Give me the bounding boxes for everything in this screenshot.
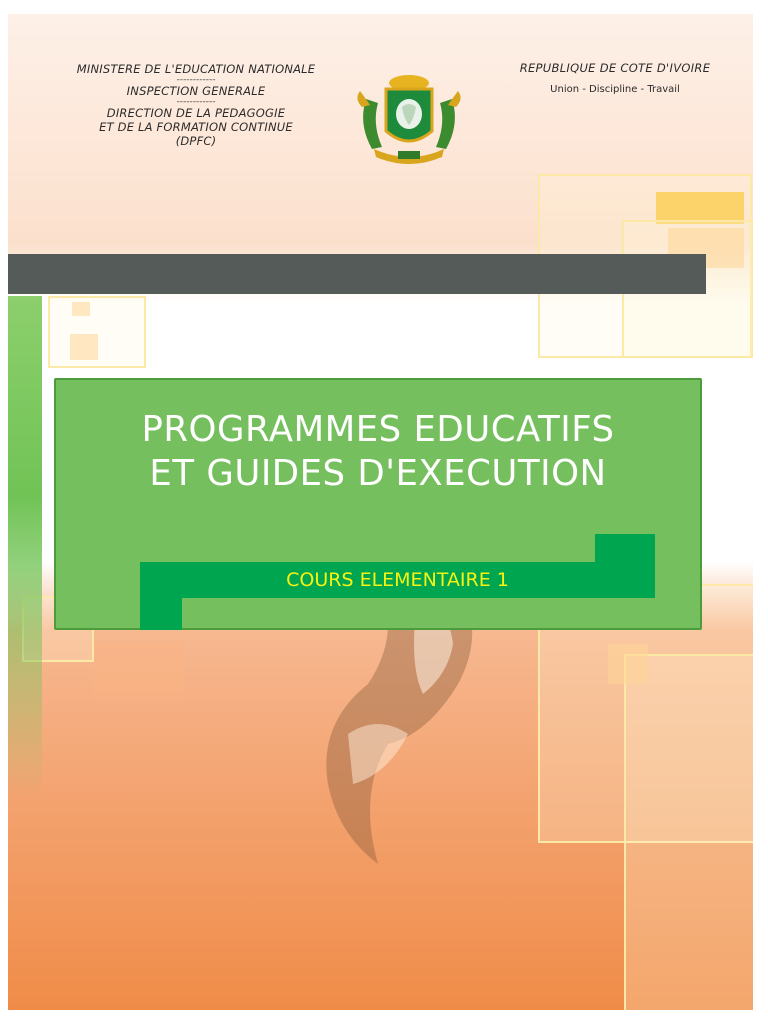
direction-line-2: ET DE LA FORMATION CONTINUE (99, 120, 293, 134)
separator: ------------ (176, 97, 216, 107)
header-divider-bar (8, 254, 706, 294)
direction-line-1: DIRECTION DE LA PEDAGOGIE (106, 106, 286, 120)
cover-background (8, 14, 753, 1010)
republic-name: REPUBLIQUE DE COTE D'IVOIRE (519, 61, 711, 75)
banner-tab-left (140, 596, 182, 630)
national-motto: Union - Discipline - Travail (550, 84, 680, 95)
direction-abbr: (DPFC) (175, 134, 217, 148)
level-label: COURS ELEMENTAIRE 1 (286, 569, 509, 591)
title-line-2: ET GUIDES D'EXECUTION (149, 453, 607, 494)
left-green-strip (8, 296, 42, 796)
decor-square-bottom-right-2 (624, 654, 753, 1010)
republic-header (480, 61, 750, 97)
ministry-name: MINISTERE DE L'EDUCATION NATIONALE (76, 62, 316, 76)
document-title (56, 408, 700, 496)
decor-soft-left-1 (72, 302, 90, 316)
decor-soft-left-2 (70, 334, 98, 360)
ivory-coast-coat-of-arms-icon (352, 69, 466, 169)
decor-soft-bottom-right (608, 644, 648, 684)
title-line-1: PROGRAMMES EDUCATIFS (141, 409, 615, 450)
banner-tab-right (595, 534, 655, 564)
ministry-header (26, 62, 366, 148)
inspection-name: INSPECTION GENERALE (126, 84, 266, 98)
separator: ------------ (176, 75, 216, 85)
decor-soft-bottom-left (94, 642, 184, 698)
